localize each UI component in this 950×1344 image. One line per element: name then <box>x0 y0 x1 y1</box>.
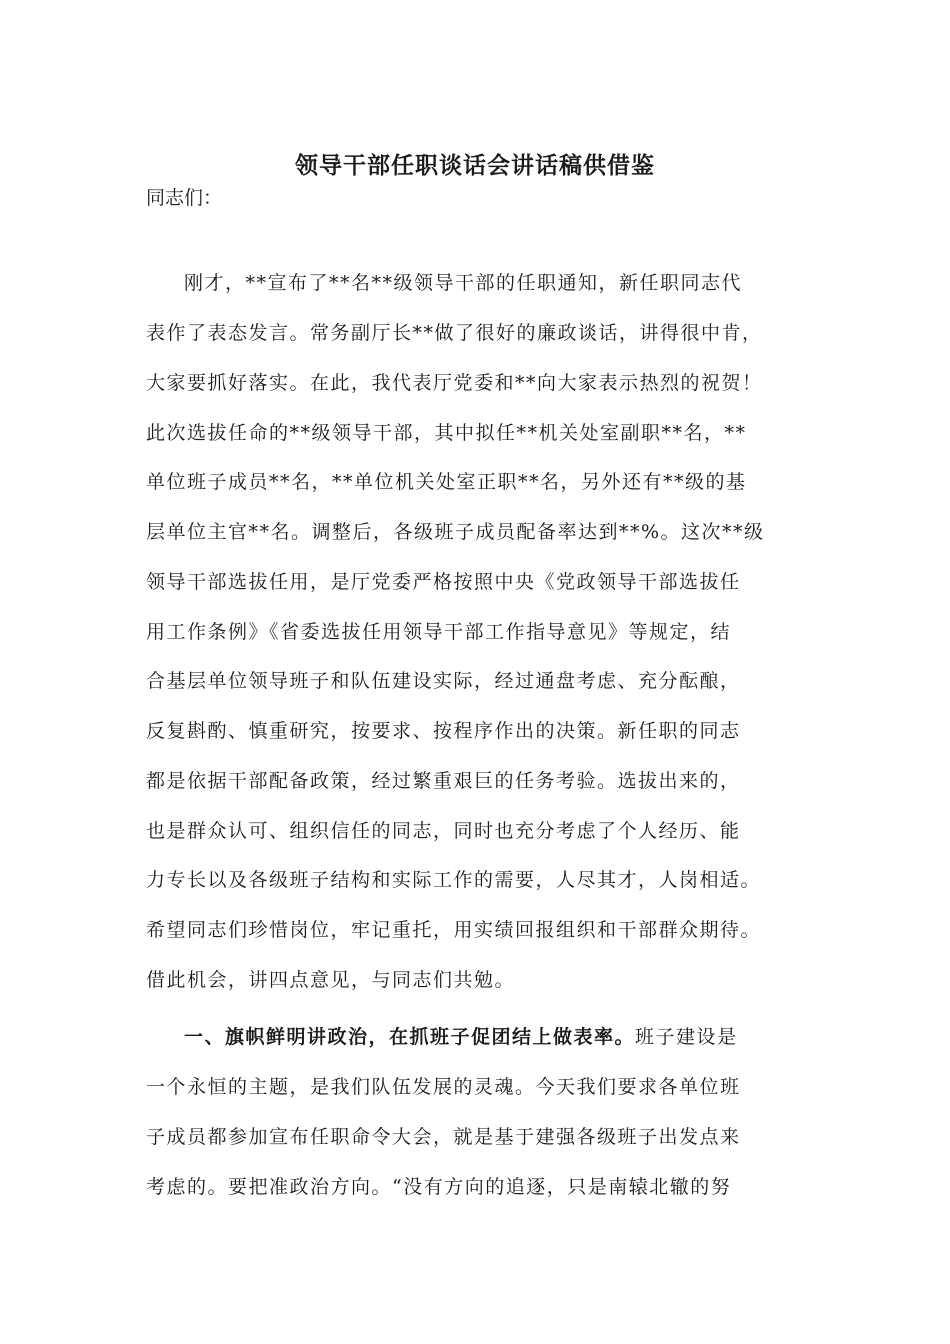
paragraph-line: 也是群众认可、组织信任的同志，同时也充分考虑了个人经历、能 <box>146 820 741 842</box>
paragraph-line: 刚才，**宣布了**名**级领导干部的任职通知，新任职同志代 <box>184 272 743 294</box>
section-heading: 一、旗帜鲜明讲政治，在抓班子促团结上做表率。 <box>184 1026 636 1048</box>
paragraph-line: 反复斟酌、慎重研究，按要求、按程序作出的决策。新任职的同志 <box>146 720 741 742</box>
paragraph-line: 力专长以及各级班子结构和实际工作的需要，人尽其才，人岗相适。 <box>146 869 762 891</box>
section-heading-line <box>184 1017 808 1057</box>
paragraph-line: 单位班子成员**名，**单位机关处室正职**名，另外还有**级的基 <box>146 471 747 493</box>
paragraph-line: 合基层单位领导班子和队伍建设实际，经过通盘考虑、充分酝酿， <box>146 670 741 692</box>
paragraph-line: 都是依据干部配备政策，经过繁重艰巨的任务考验。选拔出来的， <box>146 770 741 792</box>
paragraph-line: 一个永恒的主题，是我们队伍发展的灵魂。今天我们要求各单位班 <box>146 1076 741 1098</box>
paragraph-line: 领导干部选拔任用，是厅党委严格按照中央《党政领导干部选拔任 <box>146 571 741 593</box>
paragraph-line: 此次选拔任命的**级领导干部，其中拟任**机关处室副职**名，** <box>146 422 747 444</box>
paragraph-line: 表作了表态发言。常务副厅长**做了很好的廉政谈话，讲得很中肯， <box>146 322 763 344</box>
document-title: 领导干部任职谈话会讲话稿供借鉴 <box>295 152 655 179</box>
paragraph-line: 层单位主官**名。调整后，各级班子成员配备率达到**%。这次**级 <box>146 521 765 543</box>
greeting: 同志们： <box>146 187 223 209</box>
paragraph-line: 子成员都参加宣布任职命令大会，就是基于建强各级班子出发点来 <box>146 1126 741 1148</box>
paragraph-line: 考虑的。要把准政治方向。“没有方向的追逐，只是南辕北辙的努 <box>146 1176 732 1198</box>
paragraph-line: 用工作条例》《省委选拔任用领导干部工作指导意见》等规定，结 <box>146 621 732 643</box>
paragraph-line: 借此机会，讲四点意见，与同志们共勉。 <box>146 969 516 991</box>
paragraph-line: 大家要抓好落实。在此，我代表厅党委和**向大家表示热烈的祝贺！ <box>146 372 763 394</box>
paragraph-line: 希望同志们珍惜岗位，牢记重托，用实绩回报组织和干部群众期待。 <box>146 919 762 941</box>
section-heading-continuation: 班子建设是 <box>635 1026 738 1048</box>
